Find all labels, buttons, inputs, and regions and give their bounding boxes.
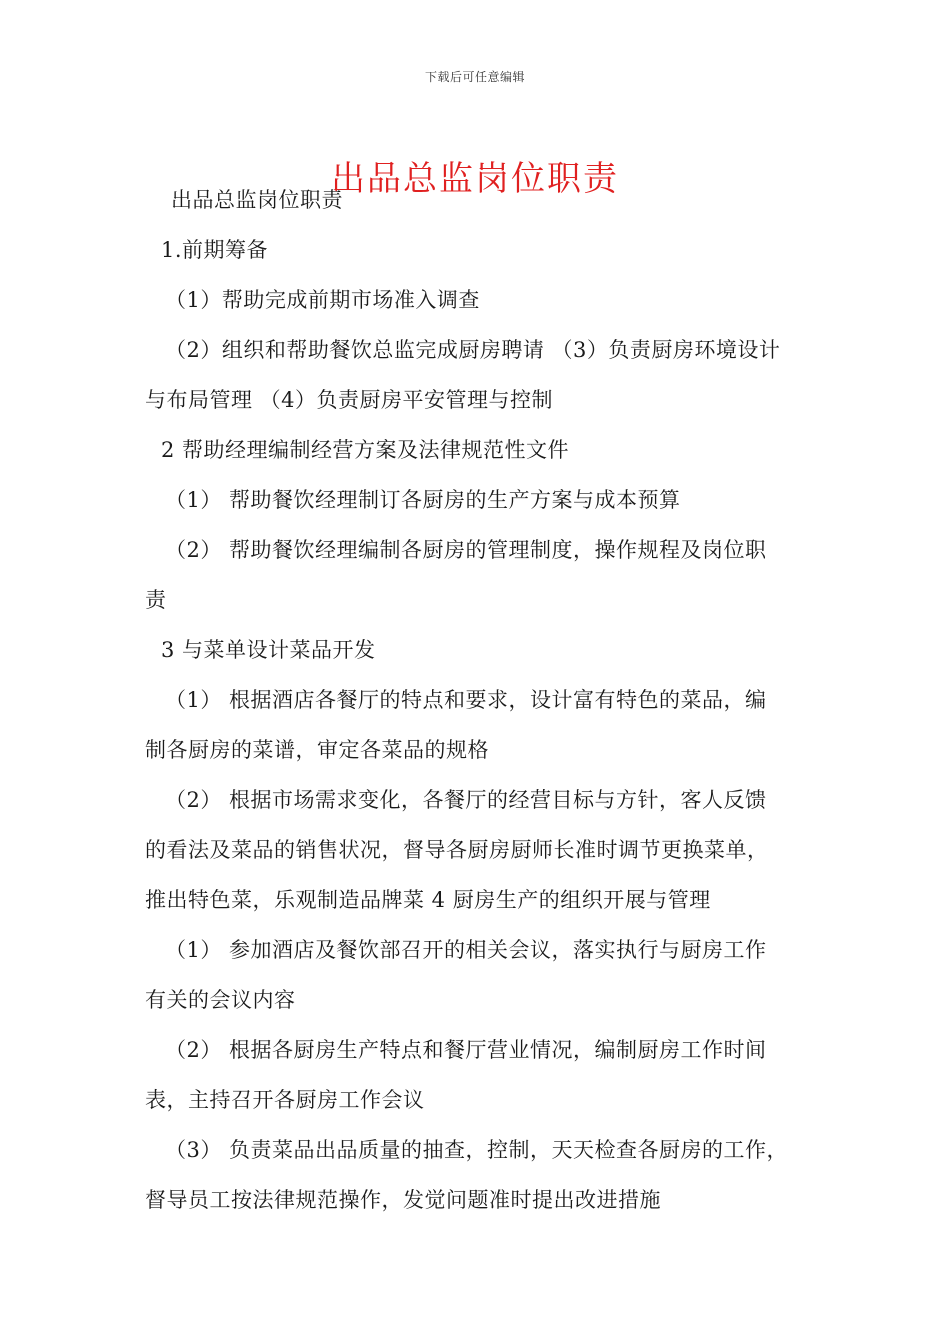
paragraph-line: （2） 帮助餐饮经理编制各厨房的管理制度，操作规程及岗位职	[165, 538, 767, 562]
header-note: 下载后可任意编辑	[424, 70, 525, 84]
paragraph-line: 表，主持召开各厨房工作会议	[145, 1088, 425, 1112]
paragraph-line: 推出特色菜，乐观制造品牌菜 4 厨房生产的组织开展与管理	[145, 888, 711, 912]
document-title: 出品总监岗位职责	[331, 158, 619, 199]
paragraph-line: （3） 负责菜品出品质量的抽查，控制，天天检查各厨房的工作，	[165, 1138, 789, 1162]
paragraph-line: 3 与菜单设计菜品开发	[161, 638, 376, 662]
paragraph-line: 出品总监岗位职责	[171, 188, 343, 212]
paragraph-line: 有关的会议内容	[145, 988, 296, 1012]
paragraph-line: （2） 根据市场需求变化，各餐厅的经营目标与方针，客人反馈	[165, 788, 767, 812]
paragraph-line: （2） 根据各厨房生产特点和餐厅营业情况，编制厨房工作时间	[165, 1038, 767, 1062]
paragraph-line: 1.前期筹备	[161, 238, 269, 262]
paragraph-line: （1） 参加酒店及餐饮部召开的相关会议，落实执行与厨房工作	[165, 938, 767, 962]
paragraph-line: （1）帮助完成前期市场准入调查	[165, 288, 480, 312]
paragraph-line: 制各厨房的菜谱，审定各菜品的规格	[145, 738, 489, 762]
paragraph-line: 的看法及菜品的销售状况，督导各厨房厨师长准时调节更换菜单，	[145, 838, 769, 862]
paragraph-line: 督导员工按法律规范操作，发觉问题准时提出改进措施	[145, 1188, 661, 1212]
paragraph-line: 责	[145, 588, 167, 612]
paragraph-line: 与布局管理 （4）负责厨房平安管理与控制	[145, 388, 554, 412]
paragraph-line: 2 帮助经理编制经营方案及法律规范性文件	[161, 438, 570, 462]
paragraph-line: （1） 根据酒店各餐厅的特点和要求，设计富有特色的菜品，编	[165, 688, 767, 712]
paragraph-line: （1） 帮助餐饮经理制订各厨房的生产方案与成本预算	[165, 488, 681, 512]
document-body	[145, 175, 825, 1225]
paragraph-line: （2）组织和帮助餐饮总监完成厨房聘请 （3）负责厨房环境设计	[165, 338, 781, 362]
